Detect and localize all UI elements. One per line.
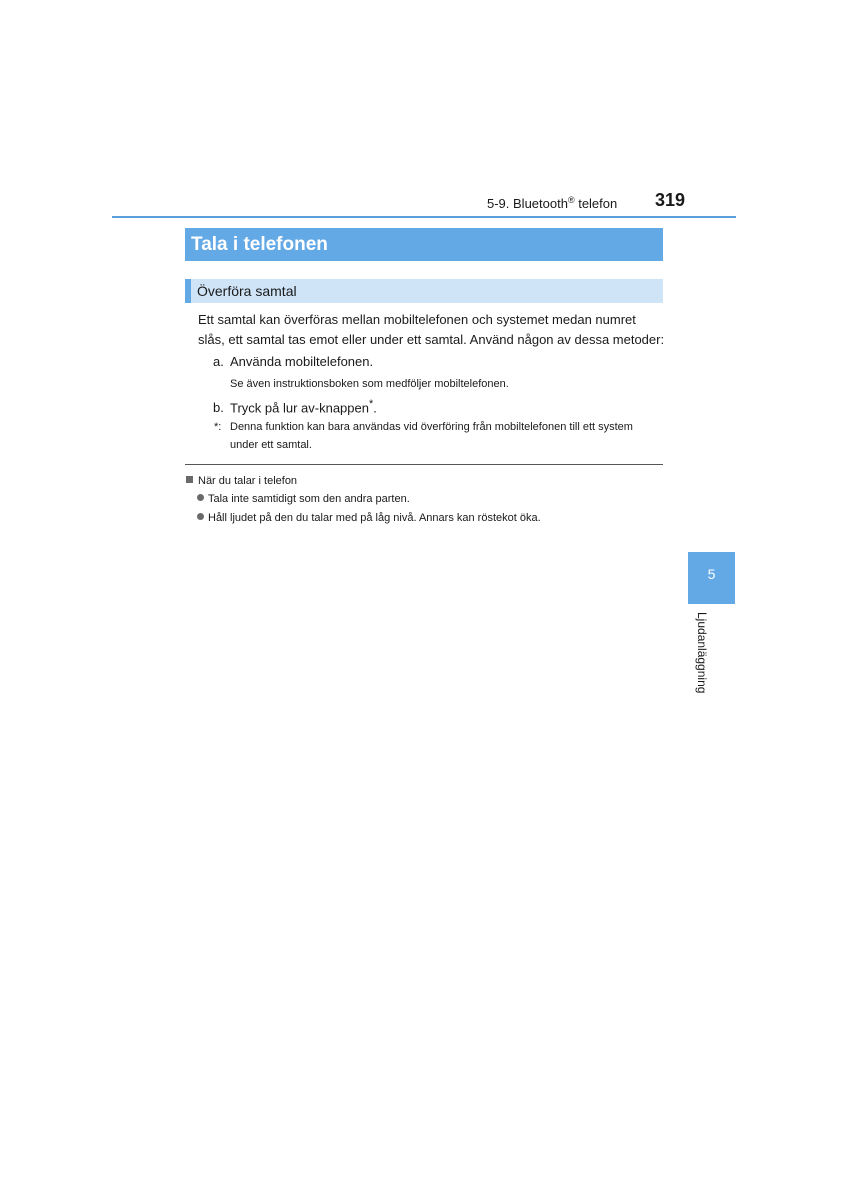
section-subheading-text: Överföra samtal [197, 283, 297, 299]
circle-bullet-icon [197, 513, 204, 520]
section-divider [185, 464, 663, 465]
footnote-marker: *: [214, 421, 222, 433]
chapter-number: 5 [707, 566, 716, 582]
circle-bullet-icon [197, 494, 204, 501]
method-b-end: . [373, 400, 377, 416]
footnote-text: Denna funktion kan bara användas vid överföring från mobiltelefonen till ett system under ett samtal. [230, 421, 633, 451]
method-a-note: Se även instruktionsboken som medföljer mobiltelefonen. [230, 378, 509, 390]
footnote-reference: * [368, 398, 374, 410]
body-paragraph: Ett samtal kan överföras mellan mobiltelefonen och systemet medan numret slås, ett samtal tas emot eller under ett samtal. Använd någon av dessa metoder: [198, 312, 665, 347]
notes-heading [186, 473, 297, 489]
square-bullet-icon [186, 476, 193, 483]
list-item [197, 510, 541, 526]
method-b-text: Tryck på lur av-knappen [230, 400, 369, 416]
header-section-prefix: 5-9. Bluetooth [487, 196, 568, 211]
registered-mark: ® [567, 195, 575, 205]
page-number: 319 [655, 190, 686, 210]
header-section-suffix: telefon [574, 196, 618, 211]
notes-heading-text: När du talar i telefon [198, 475, 298, 487]
chapter-label: Ljudanläggning [695, 612, 709, 694]
method-a [213, 353, 373, 371]
section-subheading [185, 279, 663, 303]
list-item-text: Håll ljudet på den du talar med på låg nivå. Annars kan röstekot öka. [208, 512, 541, 524]
list-item-text: Tala inte samtidigt som den andra parten. [208, 493, 410, 505]
list-item [197, 491, 410, 507]
page-title: Tala i telefonen [185, 228, 663, 261]
header-rule [112, 216, 736, 218]
method-a-marker: a. [213, 354, 224, 369]
chapter-tab [688, 552, 735, 604]
method-b [213, 395, 377, 417]
header-section-title [487, 195, 617, 211]
footnote [214, 418, 664, 454]
method-b-marker: b. [213, 400, 224, 416]
method-a-text: Använda mobiltelefonen. [230, 354, 374, 369]
